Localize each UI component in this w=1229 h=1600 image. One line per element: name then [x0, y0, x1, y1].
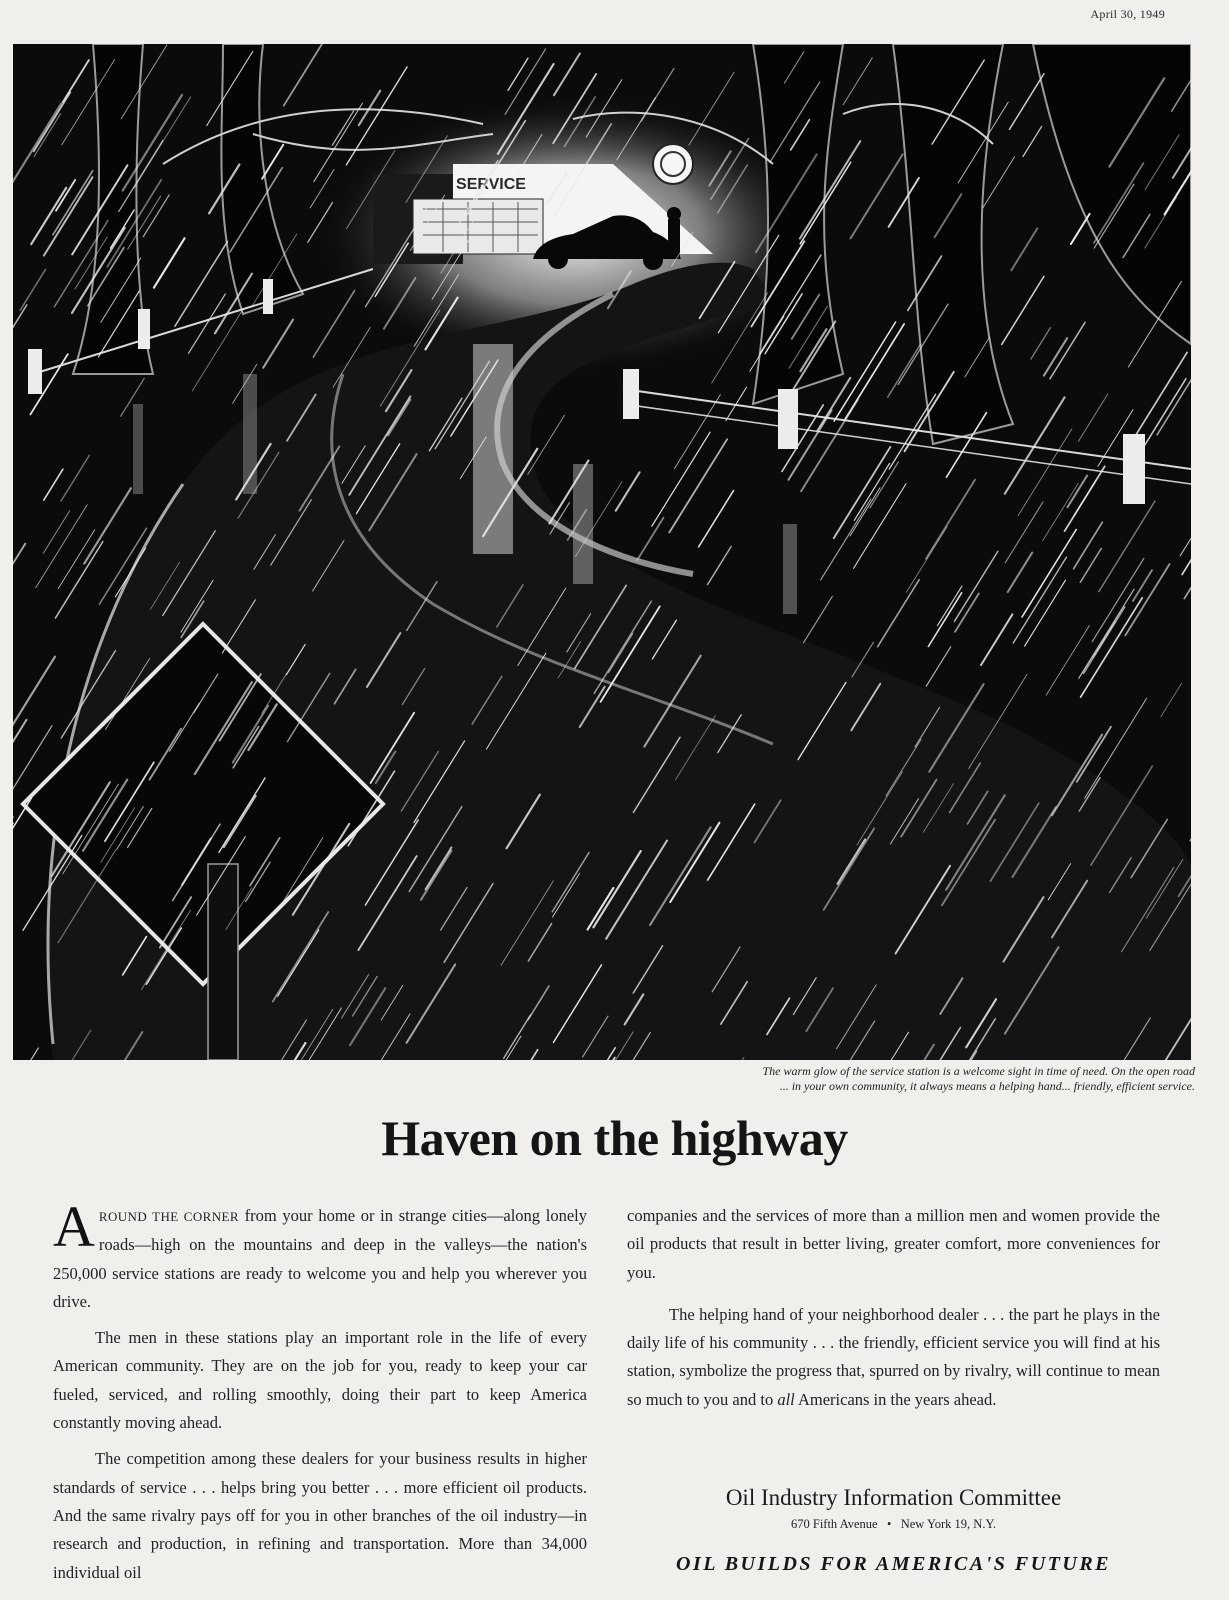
address-city: New York 19, N.Y.	[900, 1517, 996, 1531]
illustration-caption	[600, 1064, 1195, 1094]
paragraph-3: The competition among these dealers for your business results in higher standards of service . . . helps bring you better . . . more efficient oil products. And the same rivalry pays off for you in other branches of the oil industry—in research and production, in refining and transportation. More than 34,000 individual oil	[53, 1449, 587, 1582]
organization-name: Oil Industry Information Committee	[725, 1485, 1062, 1510]
paragraph-5-text-b: Americans in the years ahead.	[794, 1389, 997, 1409]
paragraph-5	[627, 1301, 1160, 1414]
address-bullet: •	[886, 1517, 892, 1531]
drop-cap: A	[53, 1194, 95, 1259]
paragraph-5-emphasis: all	[777, 1389, 795, 1409]
paragraph-1-text: from your home or in strange cities—along lonely roads—high on the mountains and deep in the valleys—the nation's 250,000 service stations are ready to welcome you and help you wherever you drive.	[53, 1206, 587, 1311]
paragraph-5-text-a: The helping hand of your neighborhood dealer . . . the part he plays in the daily life of his community . . . the friendly, efficient service you will find at his station, symbolize the progress that, spurred on by rivalry, will continue to mean so much to you and to	[627, 1304, 1160, 1409]
caption-line-2: ... in your own community, it always means a helping hand... friendly, efficient service.	[779, 1079, 1195, 1093]
station-sign-text: SERVICE	[456, 176, 526, 193]
issue-date: April 30, 1949	[1090, 7, 1165, 21]
lead-in: ROUND THE CORNER	[98, 1209, 239, 1224]
paragraph-1	[53, 1194, 587, 1316]
station-round-sign	[653, 144, 693, 184]
headline: Haven on the highway	[381, 1110, 848, 1166]
paragraph-4: companies and the services of more than a million men and women provide the oil products that result in better living, greater comfort, more conveniences for you.	[627, 1206, 1160, 1282]
rainy-highway-illustration	[13, 44, 1191, 1060]
address-street: 670 Fifth Avenue	[791, 1517, 878, 1531]
caption-line-1: The warm glow of the service station is a welcome sight in time of need. On the open road	[762, 1064, 1195, 1078]
attendant-figure	[668, 219, 680, 259]
slogan: OIL BUILDS FOR AMERICA'S FUTURE	[676, 1553, 1111, 1575]
body-column-right	[627, 1202, 1160, 1422]
organization-address	[627, 1514, 1160, 1534]
advertiser-signature	[627, 1484, 1160, 1534]
body-column-left	[53, 1194, 587, 1595]
paragraph-2: The men in these stations play an important role in the life of every American community. They are on the job for you, ready to keep your car fueled, serviced, and rolling smoothly, doing their part to keep America constantly moving ahead.	[53, 1328, 587, 1433]
